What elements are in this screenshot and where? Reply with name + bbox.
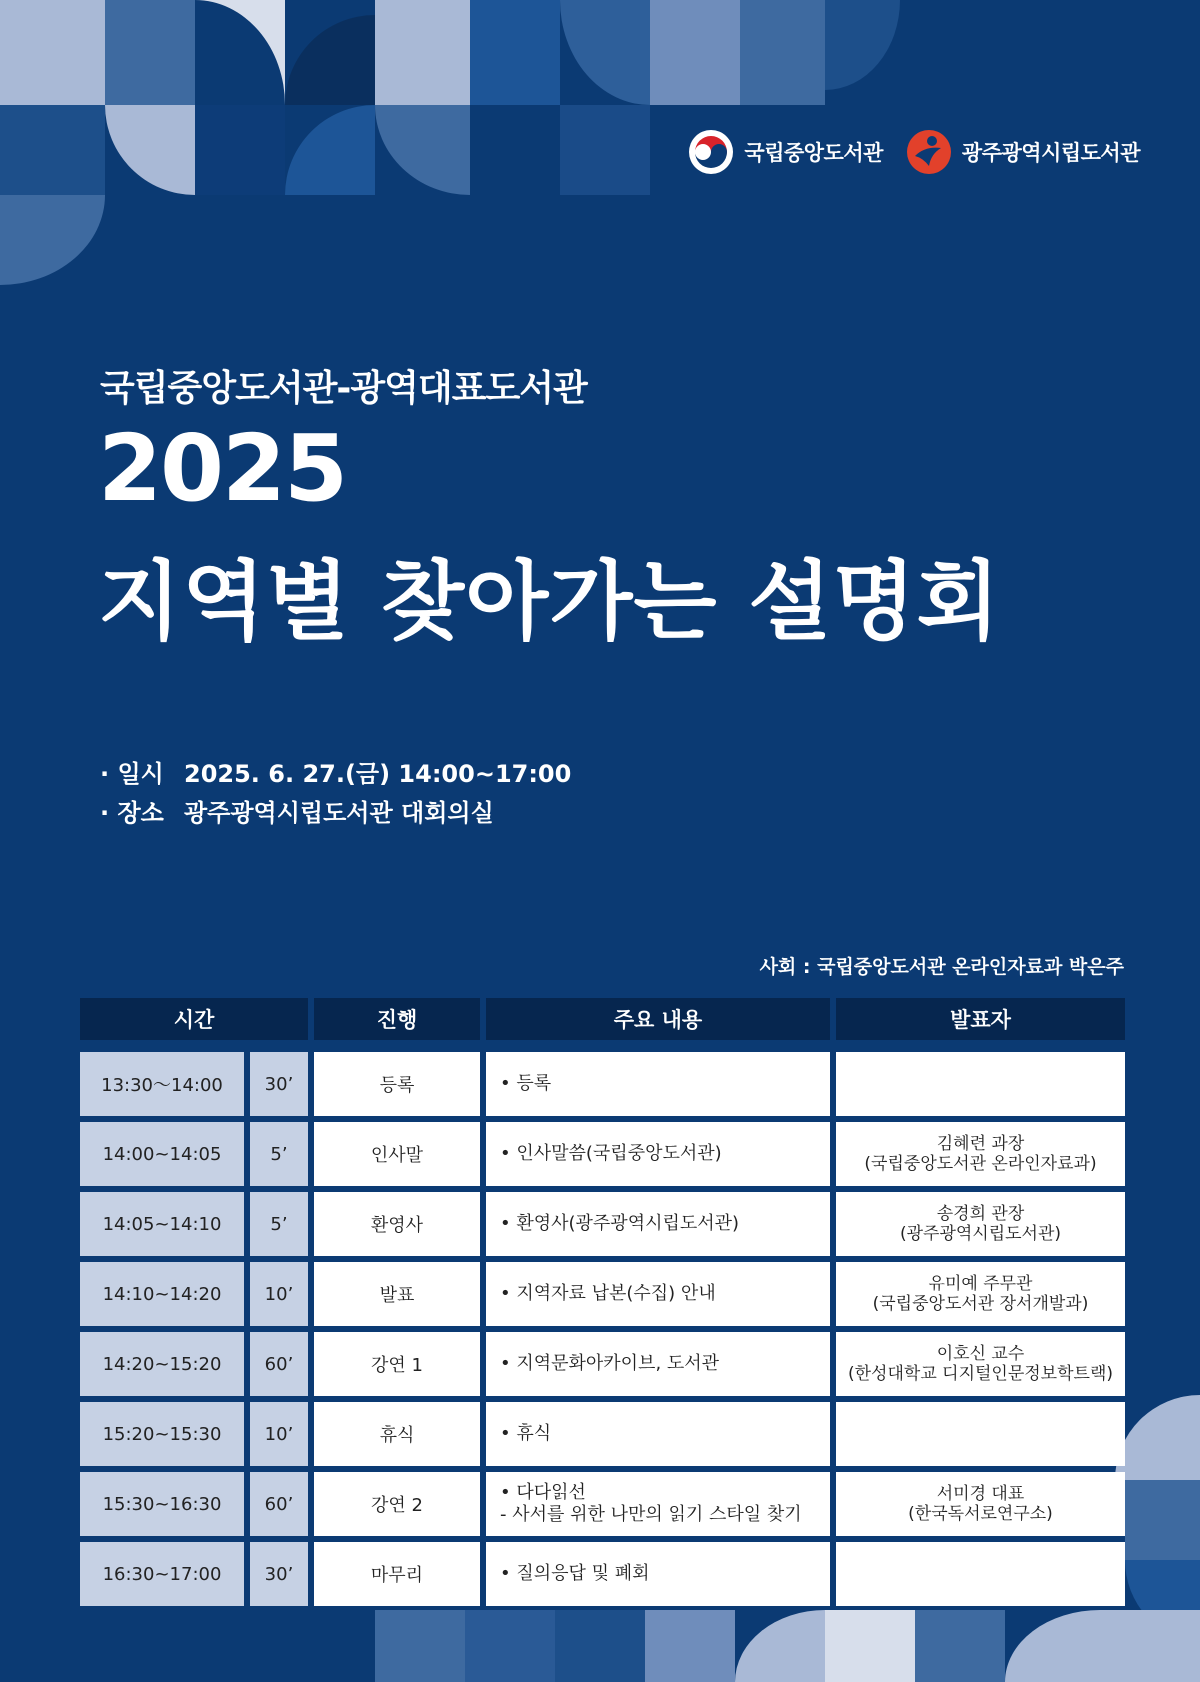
speaker-cell	[836, 1262, 1125, 1326]
table-row	[80, 1332, 1125, 1396]
duration-cell: 60’	[250, 1472, 308, 1536]
duration-cell: 10’	[250, 1402, 308, 1466]
schedule-table	[80, 998, 1125, 1606]
header-time: 시간	[80, 998, 308, 1040]
program-cell: 강연 1	[314, 1332, 480, 1396]
gwangju-library-logo	[905, 128, 1140, 176]
event-title: 지역별 찾아가는 설명회	[98, 552, 1001, 652]
duration-cell: 5’	[250, 1122, 308, 1186]
content-line: • 인사말씀(국립중앙도서관)	[500, 1143, 722, 1165]
time-cell: 16:30~17:00	[80, 1542, 244, 1606]
speaker-name: 김혜련 과장	[936, 1133, 1025, 1154]
duration-cell: 60’	[250, 1332, 308, 1396]
duration-cell: 5’	[250, 1192, 308, 1256]
program-cell: 강연 2	[314, 1472, 480, 1536]
national-library-logo-label: 국립중앙도서관	[744, 141, 883, 165]
event-date	[100, 754, 571, 789]
time-cell: 15:20~15:30	[80, 1402, 244, 1466]
logo-group	[687, 128, 1140, 176]
table-row	[80, 1472, 1125, 1536]
host-line: 사회 : 국립중앙도서관 온라인자료과 박은주	[759, 956, 1124, 978]
content-line: • 다다읽선	[500, 1482, 586, 1504]
speaker-cell	[836, 1542, 1125, 1606]
table-row	[80, 1052, 1125, 1116]
time-cell: 14:00~14:05	[80, 1122, 244, 1186]
content-cell	[486, 1472, 830, 1536]
program-cell: 환영사	[314, 1192, 480, 1256]
speaker-cell	[836, 1192, 1125, 1256]
table-row	[80, 1122, 1125, 1186]
duration-cell: 10’	[250, 1262, 308, 1326]
speaker-affiliation: (국립중앙도서관 장서개발과)	[872, 1294, 1089, 1314]
speaker-name: 서미경 대표	[936, 1483, 1025, 1504]
speaker-cell	[836, 1332, 1125, 1396]
program-cell: 휴식	[314, 1402, 480, 1466]
content-cell	[486, 1192, 830, 1256]
table-row	[80, 1262, 1125, 1326]
taegeuk-icon	[687, 128, 735, 176]
time-cell: 13:30〜14:00	[80, 1052, 244, 1116]
speaker-name: 유미예 주무관	[928, 1273, 1033, 1294]
event-place	[100, 793, 494, 828]
content-line: • 질의응답 및 폐회	[500, 1563, 650, 1585]
content-line: • 등록	[500, 1073, 552, 1095]
date-value: 2025. 6. 27.(금) 14:00~17:00	[184, 760, 572, 788]
content-cell	[486, 1122, 830, 1186]
date-key: · 일시	[100, 760, 164, 788]
time-cell: 14:05~14:10	[80, 1192, 244, 1256]
time-cell: 14:10~14:20	[80, 1262, 244, 1326]
program-cell: 인사말	[314, 1122, 480, 1186]
table-row	[80, 1402, 1125, 1466]
speaker-affiliation: (국립중앙도서관 온라인자료과)	[864, 1154, 1097, 1174]
header-speaker: 발표자	[836, 998, 1125, 1040]
content-cell	[486, 1052, 830, 1116]
content-line: • 지역문화아카이브, 도서관	[500, 1353, 720, 1375]
time-cell: 15:30~16:30	[80, 1472, 244, 1536]
event-year: 2025	[98, 415, 347, 522]
table-row	[80, 1192, 1125, 1256]
duration-cell: 30’	[250, 1052, 308, 1116]
gwangju-library-logo-label: 광주광역시립도서관	[961, 141, 1140, 165]
speaker-name: 이호신 교수	[936, 1343, 1025, 1364]
speaker-affiliation: (광주광역시립도서관)	[899, 1224, 1062, 1244]
speaker-cell	[836, 1122, 1125, 1186]
content-line: - 사서를 위한 나만의 읽기 스타일 찾기	[500, 1504, 802, 1525]
content-line: • 지역자료 납본(수집) 안내	[500, 1283, 716, 1305]
national-library-logo	[687, 128, 883, 176]
speaker-cell	[836, 1402, 1125, 1466]
duration-cell: 30’	[250, 1542, 308, 1606]
header-program: 진행	[314, 998, 480, 1040]
header-content: 주요 내용	[486, 998, 830, 1040]
table-row	[80, 1542, 1125, 1606]
speaker-name: 송경희 관장	[936, 1203, 1025, 1224]
event-subtitle: 국립중앙도서관-광역대표도서관	[100, 368, 587, 409]
program-cell: 등록	[314, 1052, 480, 1116]
content-line: • 휴식	[500, 1423, 552, 1445]
content-cell	[486, 1542, 830, 1606]
speaker-affiliation: (한국독서로연구소)	[908, 1504, 1053, 1524]
speaker-cell	[836, 1472, 1125, 1536]
place-key: · 장소	[100, 799, 164, 827]
place-value: 광주광역시립도서관 대회의실	[184, 799, 494, 827]
speaker-affiliation: (한성대학교 디지털인문정보학트랙)	[848, 1364, 1113, 1384]
gwangju-emblem-icon	[905, 128, 953, 176]
time-cell: 14:20~15:20	[80, 1332, 244, 1396]
table-header	[80, 998, 1125, 1040]
content-cell	[486, 1262, 830, 1326]
speaker-cell	[836, 1052, 1125, 1116]
program-cell: 마무리	[314, 1542, 480, 1606]
program-cell: 발표	[314, 1262, 480, 1326]
content-line: • 환영사(광주광역시립도서관)	[500, 1213, 740, 1235]
content-cell	[486, 1402, 830, 1466]
content-cell	[486, 1332, 830, 1396]
